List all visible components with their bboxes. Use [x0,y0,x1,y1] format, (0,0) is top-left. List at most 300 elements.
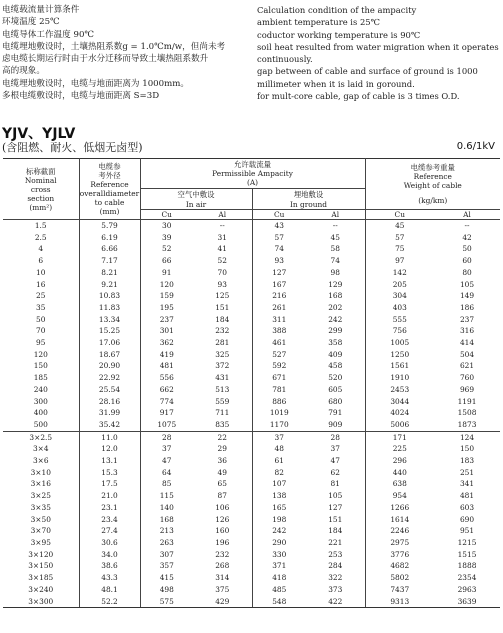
header-ampacity-line: (A) [246,178,259,187]
table-cell: 290 [272,537,287,547]
table-cell: 168 [159,514,174,524]
table-cell: 41 [193,243,252,255]
table-cell: 638 [392,479,407,489]
table-cell: 159 [159,291,174,301]
note-en-line: for mult-core cable, gap of cable is 3 times O.D. [257,91,460,102]
table-cell: 160 [193,525,252,537]
table-cell: 251 [459,467,475,477]
table-cell: 1266 [390,502,410,512]
table-cell: 592 [272,361,287,371]
table-cell: 760 [459,373,475,383]
table-cell: 95 [3,337,79,349]
table-cell: 781 [272,384,287,394]
table-cell: 37 [162,444,172,454]
table-cell: 17.5 [79,478,140,490]
table-cell: 575 [140,596,193,608]
table-cell: 42 [462,232,472,242]
table-cell: 422 [306,596,365,608]
table-cell: 296 [392,456,407,466]
table-cell: 48 [274,444,284,454]
table-row [3,455,500,467]
table-cell: 1614 [390,514,410,524]
table-cell: 25.54 [79,384,140,396]
table-cell: 37 [252,431,306,443]
table-cell: 969 [459,384,475,394]
table-cell: 261 [272,302,287,312]
header-in-ground-line: In ground [290,200,327,209]
table-cell: 16 [3,279,79,291]
table-cell: 213 [159,526,174,536]
header-ampacity-line: 允许载流量 [234,160,271,169]
table-cell: -- [464,221,470,230]
table-cell: 221 [306,537,365,549]
note-zh-line: 电缆埋地敷设时，土壤热阻系数g = 1.0℃m/w，但尚未考 [2,41,226,52]
table-cell: 45 [306,232,365,244]
table-row [3,467,500,479]
table-cell: 91 [162,267,172,277]
table-cell: 500 [3,419,79,431]
table-cell: 18.67 [79,349,140,361]
table-row [3,337,500,349]
header-section-line: Nominal [24,175,57,185]
table-cell: 31 [193,232,252,244]
table-cell: 322 [306,572,365,584]
table-cell: 358 [306,337,365,349]
table-cell: 3776 [390,549,410,559]
table-cell: 372 [193,360,252,372]
table-cell: 242 [272,526,287,536]
table-cell: 52 [162,244,172,254]
table-cell: 11.83 [79,302,140,314]
table-cell: 414 [459,338,475,348]
table-cell: 39 [162,232,172,242]
table-cell: 1250 [390,349,410,359]
table-cell: 301 [159,326,174,336]
table-cell: 70 [193,267,252,279]
table-cell: 242 [306,314,365,326]
header-weight-cu: Cu [365,210,434,220]
table-cell: 171 [365,431,434,443]
table-cell: 314 [193,572,252,584]
table-cell: 300 [3,396,79,408]
header-ampacity [140,159,365,189]
table-cell: 5802 [390,573,410,583]
table-cell: 35.42 [79,419,140,431]
header-air-al: Al [193,210,252,220]
table-row [3,279,500,291]
table-cell: 85 [162,479,172,489]
table-cell: 142 [392,267,407,277]
table-row [3,478,500,490]
table-row [3,407,500,419]
note-en-line: gap between of cable and surface of ground is 1000 millimeter when it is laid in goround. [257,66,478,89]
table-cell: 341 [459,479,475,489]
table-cell: 671 [272,373,287,383]
table-cell: 30.6 [79,537,140,549]
table-cell: 70 [3,325,79,337]
table-cell: 80 [462,267,472,277]
table-cell: 527 [272,349,287,359]
table-cell: 690 [459,514,475,524]
table-cell: 431 [193,372,252,384]
table-cell: 3×70 [3,525,79,537]
voltage-rating: 0.6/1kV [456,141,495,152]
table-cell: 97 [395,256,405,266]
calculation-notes [0,4,503,122]
table-cell: 268 [193,560,252,572]
table-cell: 680 [306,396,365,408]
table-cell: 2453 [390,384,410,394]
table-cell: 13.1 [79,455,140,467]
table-cell: 30 [162,221,172,230]
table-row [3,549,500,561]
table-cell: 3×50 [3,514,79,526]
table-cell: 8.21 [79,267,140,279]
table-cell: 167 [272,279,287,289]
ampacity-table [3,158,500,608]
table-cell: 75 [395,244,405,254]
header-ampacity-line: Permissible Ampacity [212,169,293,178]
table-row [3,349,500,361]
header-diameter-line: (mm) [99,207,120,216]
table-row [3,419,500,431]
header-diameter [79,159,140,220]
table-cell: 120 [159,279,174,289]
table-row [3,490,500,502]
table-cell: 3×2.5 [3,431,79,443]
table-row [3,443,500,455]
table-cell: 6.66 [79,243,140,255]
table-cell: 52.2 [79,596,140,608]
header-diameter-line: overalldiameter [79,189,140,198]
table-cell: 2975 [390,537,410,547]
table-cell: 98 [306,267,365,279]
table-cell: 232 [193,325,252,337]
table-cell: 3×120 [3,549,79,561]
table-cell: 11.0 [79,431,140,443]
header-ground-al: Al [306,210,365,220]
table-cell: 513 [193,384,252,396]
table-cell: 237 [159,314,174,324]
note-zh-line: 电缆埋地敷设时，电缆与地面距离为 1000mm。 [2,78,189,89]
header-diameter-line: to cable [94,198,125,207]
table-cell: 886 [272,396,287,406]
table-cell: 371 [272,561,287,571]
table-body [3,220,500,608]
table-cell: 13.34 [79,314,140,326]
table-cell: 57 [395,232,405,242]
header-diameter-line: 考外径 [98,171,121,180]
table-cell: 791 [306,407,365,419]
table-row [3,537,500,549]
header-in-ground [252,189,365,210]
table-cell: 400 [3,407,79,419]
table-cell: 711 [193,407,252,419]
table-cell: 34.0 [79,549,140,561]
table-cell: 774 [159,396,174,406]
table-cell: 149 [459,291,475,301]
table-cell: 47 [162,456,172,466]
table-cell: 281 [193,337,252,349]
table-cell: 184 [306,525,365,537]
table-cell: 325 [193,349,252,361]
table-cell: 520 [306,372,365,384]
table-cell: 662 [159,384,174,394]
note-zh-line: 多根电缆敷设时，电缆与地面距离 S=3D [2,91,160,102]
table-cell: 951 [459,526,475,536]
table-row [3,396,500,408]
table-cell: 3639 [434,596,500,608]
table-cell: 3×185 [3,572,79,584]
table-cell: 2354 [457,573,477,583]
table-cell: 6.19 [79,232,140,244]
table-cell: 81 [306,478,365,490]
table-cell: 2.5 [3,232,79,244]
table-cell: 954 [392,491,407,501]
table-cell: 1508 [457,408,477,418]
table-cell: 1191 [457,396,477,406]
table-cell: 23.4 [79,514,140,526]
table-cell: 1873 [457,419,477,429]
table-cell: 129 [306,279,365,291]
header-weight-line: Weight of cable [403,181,462,190]
table-cell: 61 [274,456,284,466]
table-cell: 60 [462,256,472,266]
table-cell: 481 [159,361,174,371]
table-cell: 198 [272,514,287,524]
table-cell: 64 [162,467,172,477]
table-cell: 106 [193,502,252,514]
table-cell: 65 [193,478,252,490]
table-cell: 237 [459,314,475,324]
table-cell: 1.5 [3,220,79,232]
header-section-line: 标称截面 [25,166,56,176]
table-cell: 62 [306,467,365,479]
table-cell: 115 [159,491,174,501]
table-cell: 835 [193,419,252,431]
header-weight-line: Reference [413,172,452,181]
header-section-line: cross [30,184,51,194]
table-cell: 481 [459,491,475,501]
table-cell: 603 [459,502,475,512]
table-cell: 1005 [390,338,410,348]
table-row [3,502,500,514]
table-cell: 127 [272,267,287,277]
note-en-line: Calculation condition of the ampacity [257,5,417,15]
table-cell: 555 [392,314,407,324]
table-cell: 196 [193,537,252,549]
table-cell: 362 [159,338,174,348]
header-section-line: (mm²) [29,202,53,212]
note-zh-line: 虑电缆长期运行时由于水分迁移而导致土壤热阻系数升 [2,54,209,65]
table-row [3,596,500,608]
table-cell: 21.0 [79,490,140,502]
header-in-air [140,189,252,210]
table-cell: 548 [252,596,306,608]
table-cell: 429 [193,596,252,608]
table-cell: 38.6 [79,560,140,572]
table-cell: 3×10 [3,467,79,479]
header-in-air-line: In air [185,200,207,209]
header-diameter-line: Reference [90,180,129,189]
table-cell: 25 [3,290,79,302]
table-cell: 151 [193,302,252,314]
table-cell: 93 [274,256,284,266]
table-row [3,384,500,396]
table-row [3,314,500,326]
table-cell: 168 [306,290,365,302]
table-cell: 3044 [390,396,410,406]
notes-english [257,4,503,102]
table-cell: 165 [272,502,287,512]
cable-type-subtitle: (含阻燃、耐火、低烟无卤型) [2,141,143,154]
table-row [3,302,500,314]
table-cell: 419 [159,349,174,359]
table-row [3,325,500,337]
table-cell: 3×300 [3,596,79,608]
table-row [3,431,500,443]
table-cell: 253 [306,549,365,561]
table-cell: 2246 [390,526,410,536]
table-cell: 45 [395,221,405,230]
table-cell: 1888 [457,561,477,571]
table-cell: 1515 [457,549,477,559]
table-cell: 225 [392,444,407,454]
table-cell: 1019 [269,408,289,418]
header-ground-cu: Cu [252,210,306,220]
header-section-line: section [27,193,55,203]
table-row [3,514,500,526]
table-cell: 756 [392,326,407,336]
table-cell: 195 [159,302,174,312]
table-cell: 27.4 [79,525,140,537]
table-cell: 605 [306,384,365,396]
table-cell: 304 [392,291,407,301]
table-cell: 240 [3,384,79,396]
table-cell: 7.17 [79,255,140,267]
table-cell: 3×4 [3,443,79,455]
table-cell: 330 [272,549,287,559]
table-row [3,360,500,372]
table-cell: 202 [306,302,365,314]
table-cell: 15.25 [79,325,140,337]
table-cell: 43.3 [79,572,140,584]
header-in-air-line: 空气中敷设 [177,190,215,199]
table-cell: 5.79 [79,220,140,232]
table-cell: 107 [272,479,287,489]
table-cell: 1215 [457,537,477,547]
table-cell: 82 [274,467,284,477]
table-row [3,243,500,255]
table-cell: 205 [392,279,407,289]
table-cell: 307 [159,549,174,559]
table-cell: 2963 [457,584,477,594]
table-row [3,290,500,302]
table-cell: 3×25 [3,490,79,502]
cable-model-title: YJV、YJLV [2,126,76,142]
table-cell: 3×35 [3,502,79,514]
table-cell: 185 [3,372,79,384]
table-cell: 917 [159,408,174,418]
note-zh-line: 电缆载流量计算条件 [2,5,80,15]
table-cell: 3×240 [3,584,79,596]
table-row [3,267,500,279]
table-row [3,255,500,267]
table-cell: 31.99 [79,407,140,419]
note-en-line: coductor working temperature is 90℃ [257,29,421,40]
table-cell: 93 [193,279,252,291]
table-cell: 485 [272,584,287,594]
table-cell: 440 [392,467,407,477]
table-cell: 23.1 [79,502,140,514]
header-air-cu: Cu [140,210,193,220]
table-cell: 3×16 [3,478,79,490]
note-zh-line: 环境温度 25℃ [2,17,60,28]
table-cell: 151 [306,514,365,526]
table-cell: 311 [272,314,287,324]
table-cell: 6 [3,255,79,267]
table-cell: 284 [306,560,365,572]
table-row [3,560,500,572]
table-cell: 74 [306,255,365,267]
table-cell: 184 [193,314,252,326]
table-cell: 49 [193,467,252,479]
table-cell: 409 [306,349,365,361]
table-cell: 183 [459,456,475,466]
table-row [3,220,500,232]
table-cell: 124 [434,431,500,443]
table-cell: 3×6 [3,455,79,467]
table-cell: 150 [3,360,79,372]
table-cell: 125 [193,290,252,302]
table-cell: 66 [162,256,172,266]
table-row [3,572,500,584]
table-cell: 1075 [157,419,177,429]
table-cell: 498 [159,584,174,594]
table-cell: 559 [193,396,252,408]
table-cell: 22 [193,431,252,443]
table-cell: 388 [272,326,287,336]
table-row [3,525,500,537]
table-cell: 58 [306,243,365,255]
table-cell: 47 [306,455,365,467]
header-weight [365,159,500,210]
table-cell: 375 [193,584,252,596]
table-cell: -- [306,220,365,232]
table-cell: 36 [193,455,252,467]
table-cell: 4682 [390,561,410,571]
table-cell: 22.92 [79,372,140,384]
table-cell: 12.0 [79,443,140,455]
table-cell: 458 [306,360,365,372]
table-cell: 1910 [390,373,410,383]
table-cell: 3×95 [3,537,79,549]
table-cell: 556 [159,373,174,383]
table-cell: 138 [272,491,287,501]
table-cell: 43 [274,221,284,230]
table-cell: 52 [193,255,252,267]
table-cell: 140 [159,502,174,512]
table-cell: 357 [159,561,174,571]
table-cell: 105 [459,279,475,289]
table-cell: -- [193,220,252,232]
table-cell: 29 [193,443,252,455]
table-cell: 28 [140,431,193,443]
table-cell: 5006 [390,419,410,429]
table-cell: 10.83 [79,290,140,302]
table-cell: 186 [459,302,475,312]
table-cell: 20.90 [79,360,140,372]
